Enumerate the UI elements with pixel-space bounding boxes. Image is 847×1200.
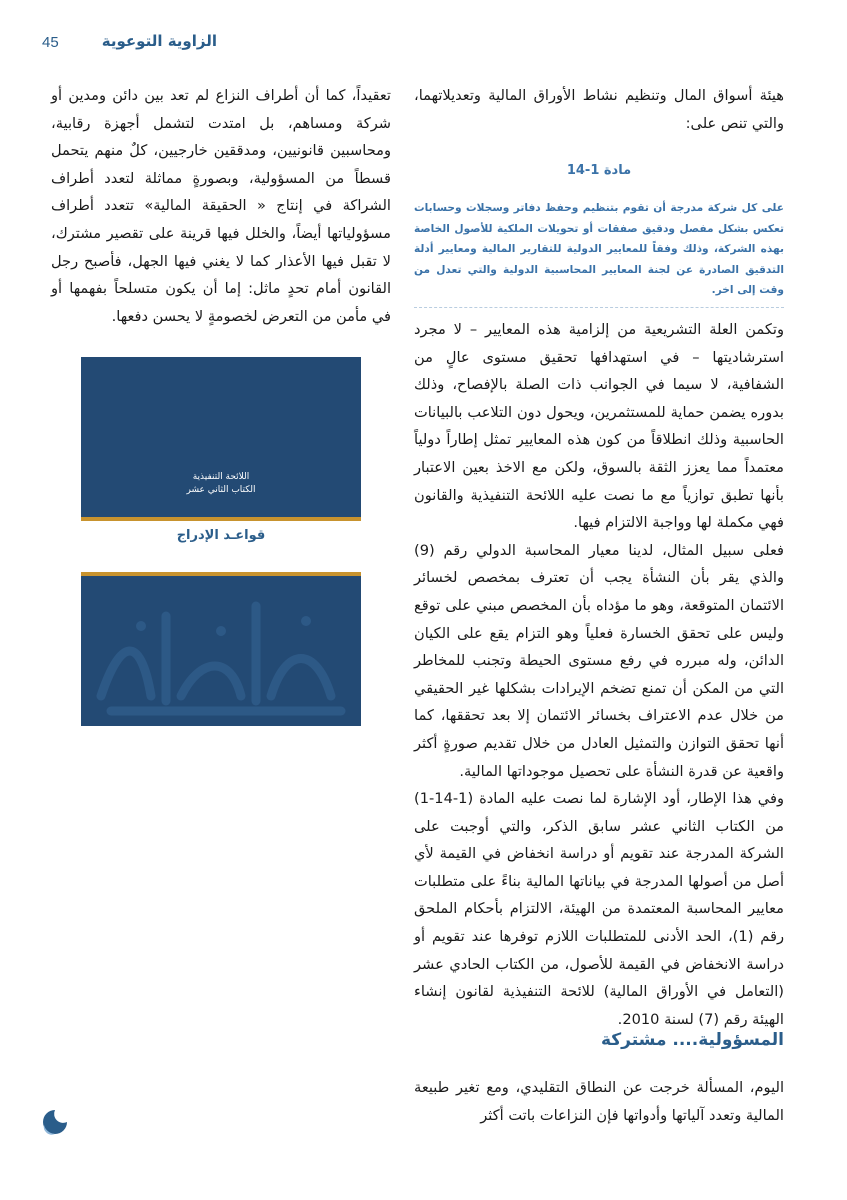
article-title: مادة 1-14: [566, 163, 632, 178]
closing-text: [414, 1074, 784, 1129]
book-caption: قواعـد الإدراج: [176, 528, 266, 543]
paragraph-today: اليوم، المسألة خرجت عن النطاق التقليدي، ومع تغير طبيعة المالية وتعدد آلياتها وأدواتها فإن النزاعات باتت أكثر: [414, 1079, 784, 1124]
paragraph-ifrs9-example: فعلى سبيل المثال، لدينا معيار المحاسبة الدولي رقم (9) والذي يقر بأن النشأة يجب أن تعترف بمخصص لخسائر الائتمان المتوقعة، وهو ما مؤداه بأن المخصص مبني على توقع وليس على تحقق الخسارة فعلياً وهو التزام يقع على الكيان الدائن، وله مبرره في رفع مستوى الحيطة وتجنب للمخاطر التي من المكن أن تمنع تضخم الإيرادات بشكلها غير الحقيقي من خلال عدم الاعتراف بخسائر الائتمان إلا بعد تحققها، كما أنها تحقق التوازن والتمثيل العادل من خلال تقديم صورةٍ أكثر واقعية عن قدرة النشأة على تحصيل موجوداتها المالية.: [414, 541, 784, 780]
article-quote-box: على كل شركة مدرجة أن تقوم بتنظيم وحفظ دفاتر وسجلات وحسابات تعكس بشكل مفصل ودقيق صفقات أو تحويلات الملكية للأصول الخاصة بهذه الشركة، وذلك وفقاً للمعايير الدولية للتقارير المالية ومعايير أدلة التدقيق الصادرة عن لجنة المعايير المحاسبية الدولية والتي تعدل من وقت إلى اخر.: [414, 198, 784, 308]
left-column-text: [51, 82, 391, 330]
book-cover-image: [81, 357, 361, 521]
paragraph-legislative-reason: وتكمن العلة التشريعية من إلزامية هذه المعايير – لا مجرد استرشاديتها – في استهدافها تحقيق مستوى عالٍ من الشفافية، لا سيما في الجوانب ذات الصلة بالإفصاح، وذلك بدوره يضمن حماية للمستثمرين، ويحول دون التلاعب بالبيانات الحاسبية وذلك انطلاقاً من كون هذه المعايير تمثل إطاراً دولياً معتمداً مما يعزز الثقة بالسوق، ولكن مع الاخذ بعين الاعتبار بأنها تطبق توازياً مع ما نصت عليه اللائحة التنفيذية والقانون فهي مكملة لها وواجبة الالتزام فيها.: [414, 321, 784, 532]
paragraph-article-reference: وفي هذا الإطار، أود الإشارة لما نصت عليه المادة (1-14-1) من الكتاب الثاني عشر سابق الذكر، والتي أوجبت على الشركة المدرجة عند تقويم أو دراسة انخفاض في القيمة لأي أصل من أصولها المدرجة في بياناتها المالية بناءً على متطلبات معايير المحاسبة المعتمدة من الهيئة، الالتزام بأحكام الملحق رقم (1)، الحد الأدنى للمتطلبات اللازم توفرها عند تقويم أو دراسة الانخفاض في القيمة للأصول، من الكتاب الحادي عشر (التعامل في الأوراق المالية) للائحة التنفيذية لقانون إنشاء الهيئة رقم (7) لسنة 2010.: [414, 790, 785, 1028]
page-number: 45: [42, 34, 59, 51]
paragraph-complexity: تعقيداً، كما أن أطراف النزاع لم تعد بين دائن ومدين أو شركة ومساهم، بل امتدت لتشمل أجهزة رقابية، ومحاسبين قانونيين، ومدققين خارجيين، كلٌ منهم يتحمل قسطاً من المسؤولية، وبصورةٍ مماثلة لتعدد أطراف الشراكة في إنتاج « الحقيقة المالية» تتعدد أطراف مسؤولياتها أيضاً، والخلل فيها قرينة على تقصير مشترك، لا تقبل فيها الأعذار كما لا يغني فيها الجهل، فأصبح رجل القانون أمام تحدٍ ماثل: إما أن يكون متسلحاً بفهمها أو في مأمن من التعرض لخصومةٍ لا يحسن دفعها.: [51, 87, 391, 325]
book-cover-title-line1: اللائحة التنفيذية: [192, 472, 250, 482]
book-cover-title-line2: الكتاب الثاني عشر: [186, 485, 256, 495]
main-body-text: [414, 316, 784, 1033]
intro-text: [414, 82, 784, 137]
calligraphy-cover-image: [81, 572, 361, 726]
intro-paragraph: هيئة أسواق المال وتنظيم نشاط الأوراق المالية وتعديلاتهما، والتي تنص على:: [414, 87, 784, 132]
book-cover-title: [81, 471, 361, 497]
section-header: الزاوية التوعوية: [101, 32, 217, 50]
subheading-shared-responsibility: المسؤولية.... مشتركة: [600, 1030, 784, 1050]
authority-logo-icon: [42, 1108, 68, 1136]
calligraphy-watermark-icon: [81, 576, 361, 722]
